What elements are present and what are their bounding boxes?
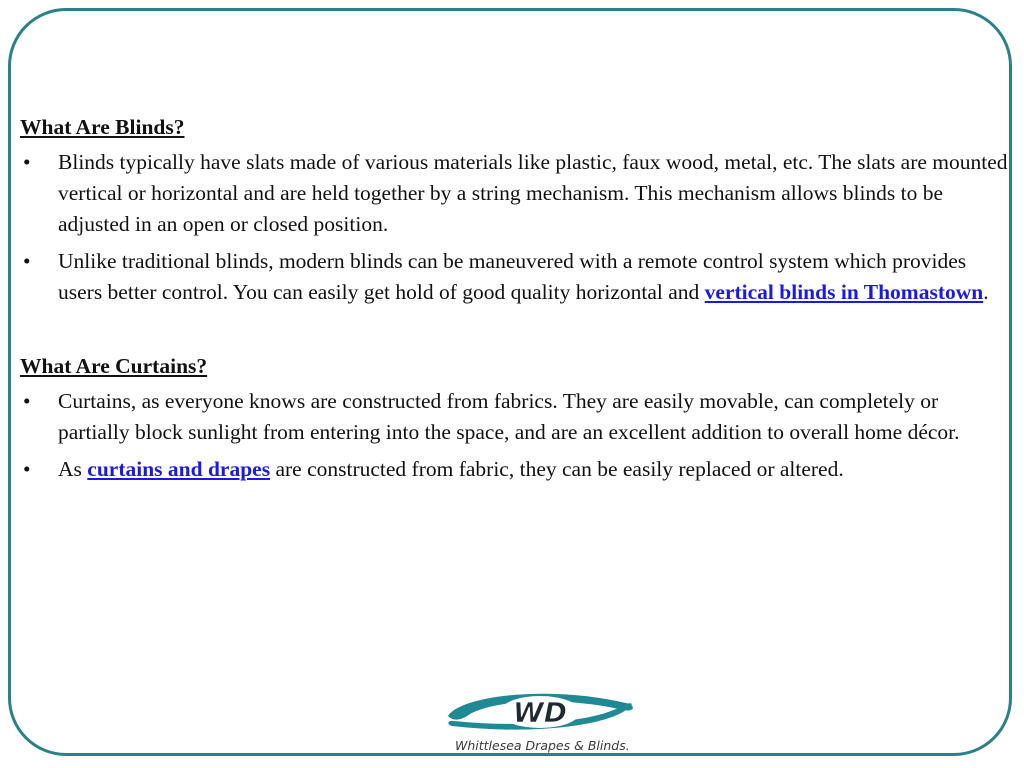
bullet-text: Blinds typically have slats made of various materials like plastic, faux wood, metal, etc. The slats are mounted vertical or horizontal and are held together by a string mechanism. This mechanism allows blinds to be adjusted in an open or closed position. — [58, 150, 1008, 236]
vertical-blinds-link[interactable]: vertical blinds in Thomastown — [704, 280, 984, 304]
list-item — [20, 147, 1010, 240]
slide-content — [20, 112, 1010, 491]
curtains-drapes-link[interactable]: curtains and drapes — [87, 457, 271, 481]
bullet-icon: • — [23, 457, 31, 481]
list-item — [20, 246, 1010, 308]
bullet-text-end: are constructed from fabric, they can be easily replaced or altered. — [270, 457, 844, 481]
bullet-text: Curtains, as everyone knows are constructed from fabrics. They are easily movable, can completely or partially block sunlight from entering into the space, and are an excellent addition to overall home décor. — [58, 389, 960, 444]
bullet-text: Unlike traditional blinds, modern blinds can be maneuvered with a remote control system which provides users better control. You can easily get hold of good quality horizontal and — [58, 249, 967, 304]
bullet-icon: • — [23, 150, 31, 174]
logo-caption: Whittlesea Drapes & Blinds. — [455, 738, 630, 753]
bullet-icon: • — [23, 249, 31, 273]
blinds-bullet-list — [20, 147, 1010, 308]
section-heading-blinds: What Are Blinds? — [20, 115, 185, 139]
curtains-bullet-list — [20, 386, 1010, 485]
bullet-icon: • — [23, 389, 31, 413]
bullet-text: As — [58, 457, 88, 481]
logo-monogram: WD — [512, 696, 568, 729]
list-item — [20, 454, 1010, 485]
bullet-text-end: . — [983, 280, 989, 304]
list-item — [20, 386, 1010, 448]
section-heading-curtains: What Are Curtains? — [20, 354, 208, 378]
